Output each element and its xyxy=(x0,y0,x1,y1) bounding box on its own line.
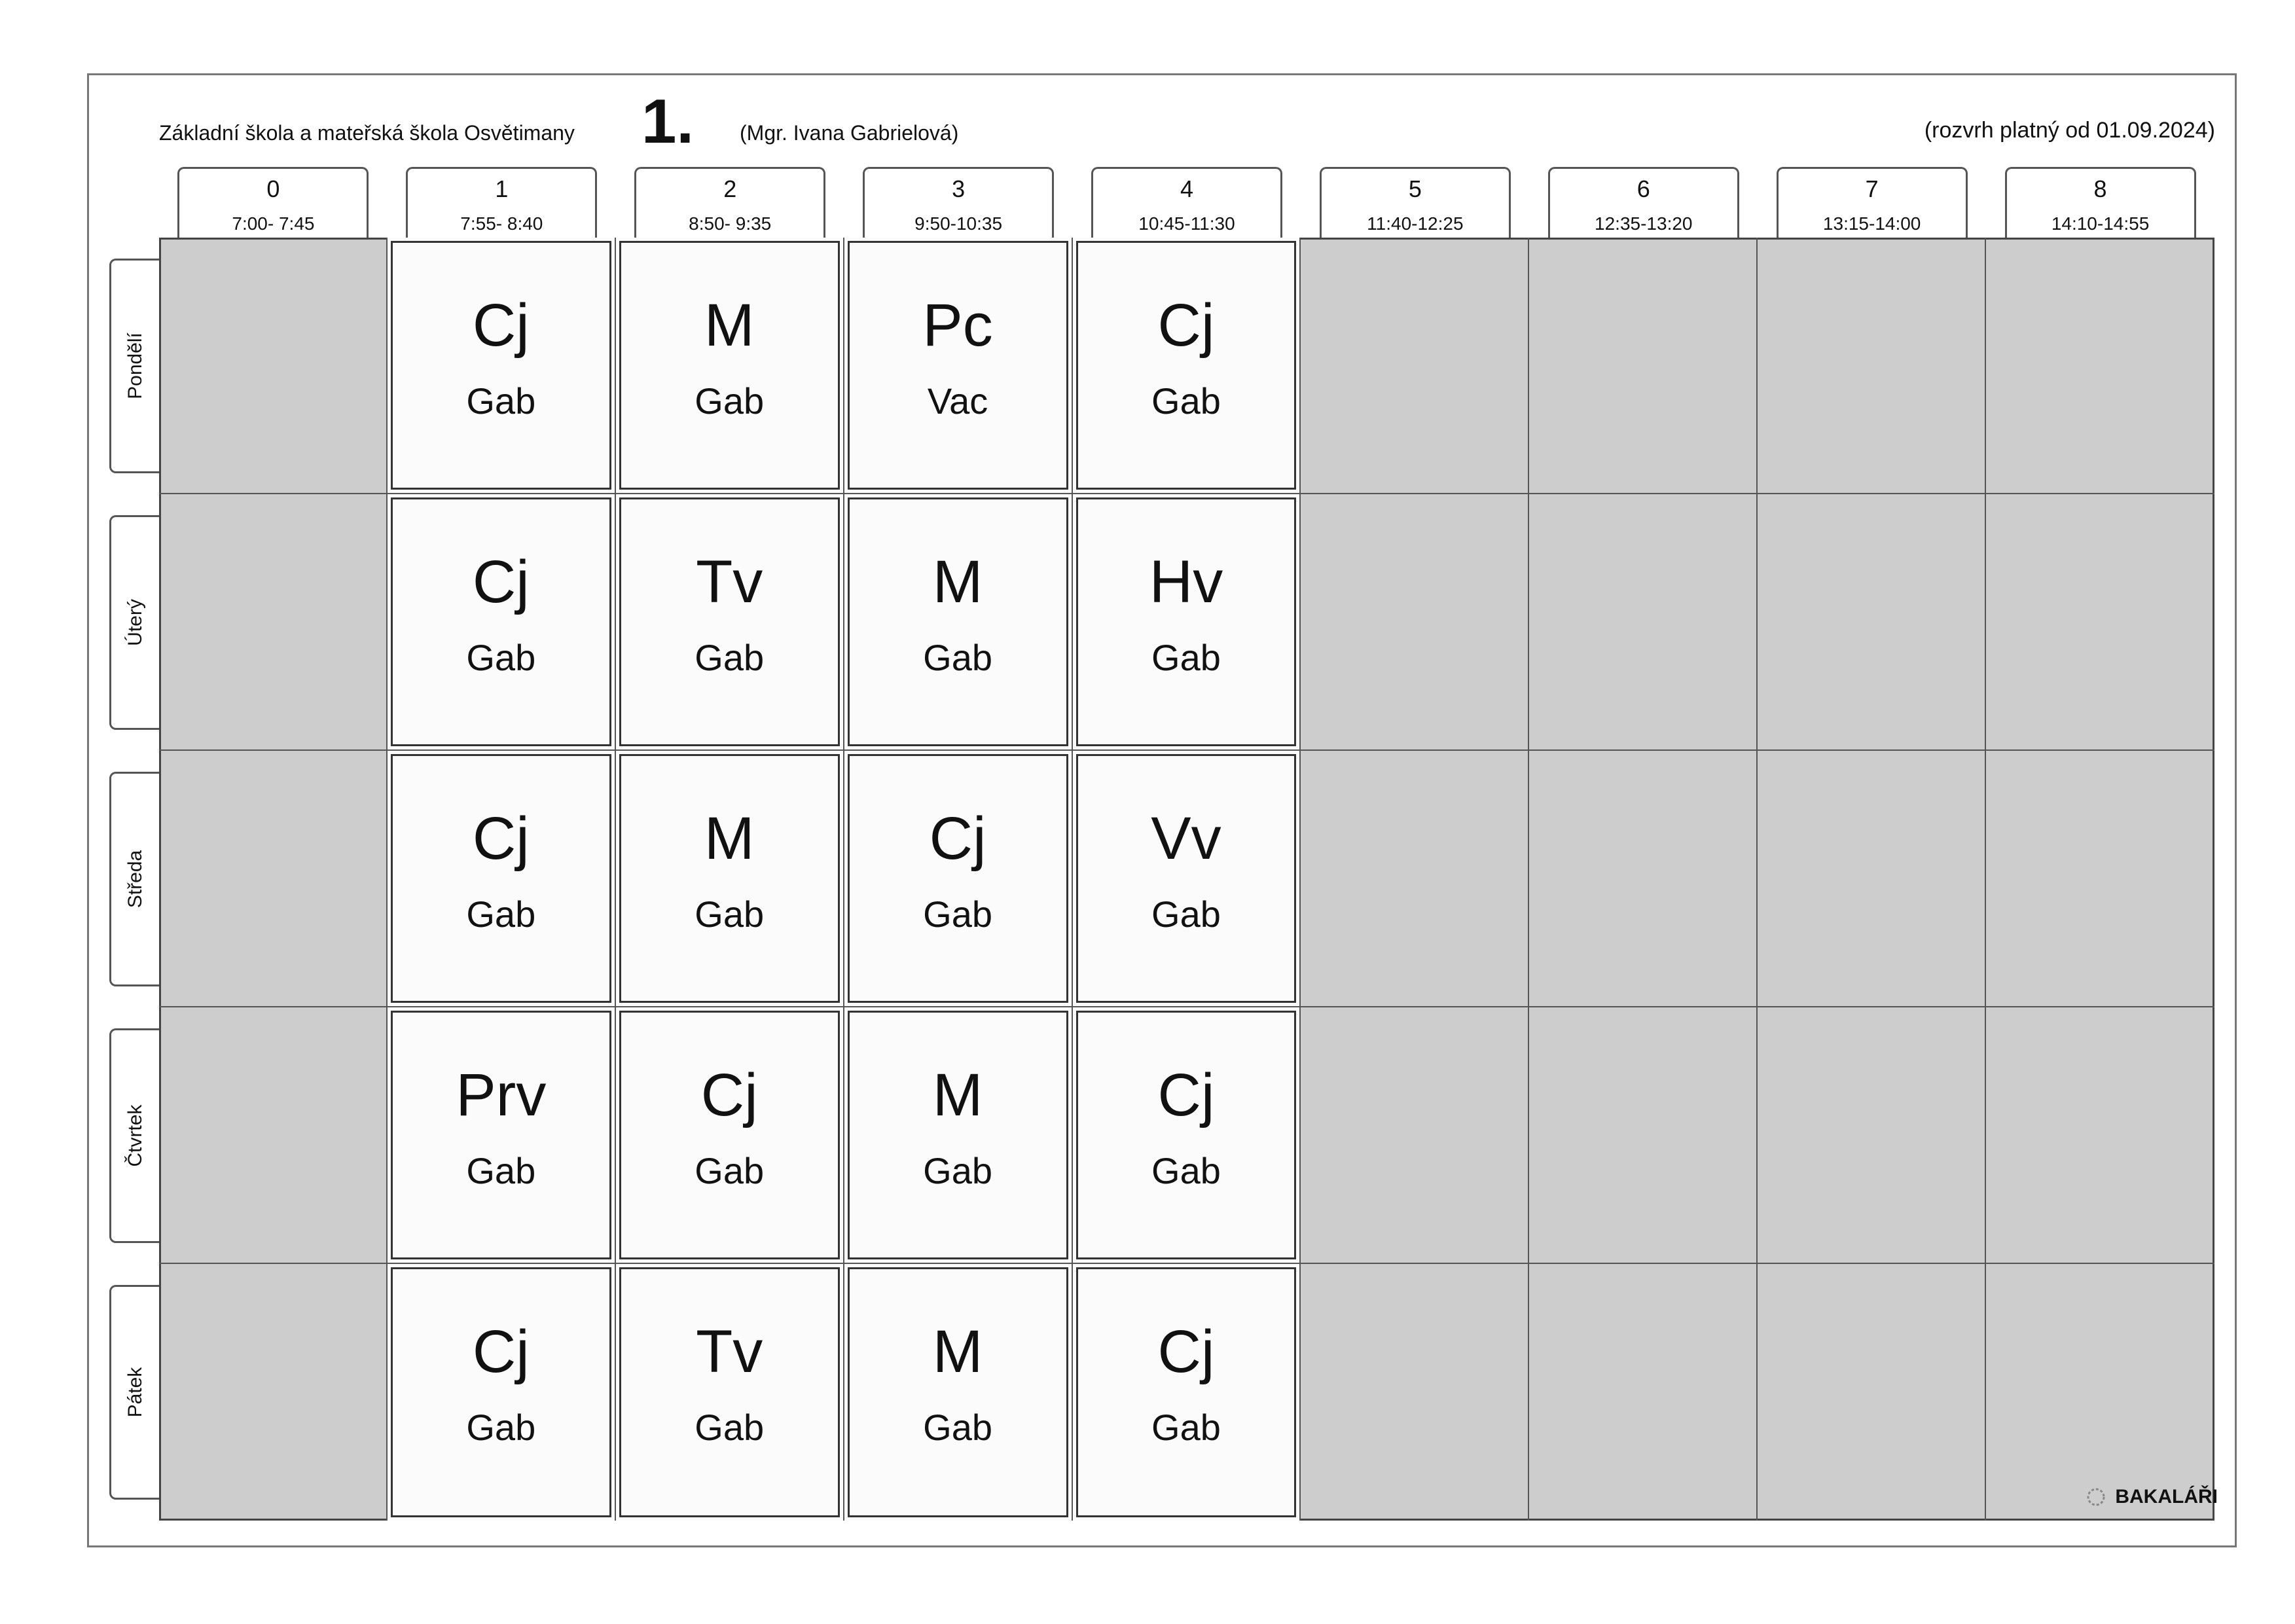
period-time: 12:35-13:20 xyxy=(1595,213,1693,234)
lesson-teacher: Gab xyxy=(695,380,765,422)
period-time: 11:40-12:25 xyxy=(1367,213,1464,234)
lesson-cell xyxy=(616,751,844,1007)
empty-cell xyxy=(1758,1007,1986,1264)
period-tab xyxy=(1548,167,1739,238)
day-tab xyxy=(109,772,159,986)
empty-cell xyxy=(1529,751,1758,1007)
period-number: 6 xyxy=(1636,175,1650,202)
period-time: 7:00- 7:45 xyxy=(232,213,315,234)
empty-cell xyxy=(159,751,388,1007)
brand-name: BAKALÁŘI xyxy=(2115,1486,2218,1507)
period-tab xyxy=(406,167,597,238)
period-time: 10:45-11:30 xyxy=(1138,213,1235,234)
period-time: 7:55- 8:40 xyxy=(460,213,543,234)
empty-cell xyxy=(1986,1264,2214,1521)
lesson-cell xyxy=(1073,238,1301,494)
lesson-subject: Cj xyxy=(1157,1318,1215,1385)
empty-cell xyxy=(159,494,388,751)
period-number: 7 xyxy=(1865,175,1879,202)
period-time: 9:50-10:35 xyxy=(914,213,1003,234)
lesson-subject: Pc xyxy=(922,292,993,359)
lesson-subject: Vv xyxy=(1151,805,1221,872)
lesson-teacher: Gab xyxy=(695,893,765,935)
empty-cell xyxy=(1758,1264,1986,1521)
lesson-subject: M xyxy=(932,1318,983,1385)
lesson-subject: Prv xyxy=(456,1062,547,1128)
lesson-teacher: Vac xyxy=(927,380,988,422)
period-tab xyxy=(1320,167,1511,238)
lesson-cell xyxy=(388,1007,616,1264)
empty-cell xyxy=(1529,238,1758,494)
class-teacher: (Mgr. Ivana Gabrielová) xyxy=(740,121,959,145)
lesson-teacher: Gab xyxy=(1151,637,1221,678)
lesson-subject: Hv xyxy=(1149,549,1223,615)
lesson-teacher: Gab xyxy=(923,893,993,935)
lesson-cell xyxy=(1073,751,1301,1007)
lesson-subject: Cj xyxy=(700,1062,758,1128)
empty-cell xyxy=(1986,238,2214,494)
day-name: Pondělí xyxy=(124,333,146,399)
period-number: 1 xyxy=(495,175,509,202)
empty-cell xyxy=(1301,494,1529,751)
lesson-cell xyxy=(844,494,1073,751)
brand-logo xyxy=(2084,1485,2218,1509)
empty-cell xyxy=(1301,238,1529,494)
lesson-subject: Tv xyxy=(696,549,763,615)
empty-cell xyxy=(1301,751,1529,1007)
lesson-teacher: Gab xyxy=(1151,1407,1221,1448)
day-tab xyxy=(109,1028,159,1243)
lesson-cell xyxy=(844,751,1073,1007)
period-time: 8:50- 9:35 xyxy=(689,213,772,234)
lesson-cell xyxy=(388,494,616,751)
lesson-subject: Cj xyxy=(1157,1062,1215,1128)
lesson-teacher: Gab xyxy=(695,1150,765,1191)
day-tab xyxy=(109,259,159,473)
empty-cell xyxy=(1529,494,1758,751)
day-name: Úterý xyxy=(124,599,146,646)
lesson-teacher: Gab xyxy=(923,1407,993,1448)
lesson-subject: Cj xyxy=(929,805,986,872)
lesson-teacher: Gab xyxy=(1151,893,1221,935)
day-name: Středa xyxy=(124,850,146,909)
lesson-subject: M xyxy=(704,805,755,872)
empty-cell xyxy=(1986,751,2214,1007)
class-name: 1. xyxy=(642,86,695,156)
lesson-subject: M xyxy=(704,292,755,359)
empty-cell xyxy=(159,1007,388,1264)
lesson-cell xyxy=(1073,494,1301,751)
lesson-subject: Cj xyxy=(472,805,530,872)
period-tab xyxy=(1777,167,1968,238)
empty-cell xyxy=(1529,1007,1758,1264)
day-tab xyxy=(109,1285,159,1500)
period-time: 14:10-14:55 xyxy=(2051,213,2150,234)
lesson-cell xyxy=(616,1007,844,1264)
empty-cell xyxy=(1758,494,1986,751)
lesson-cell xyxy=(616,1264,844,1521)
empty-cell xyxy=(1986,494,2214,751)
lesson-cell xyxy=(616,238,844,494)
empty-cell xyxy=(159,1264,388,1521)
bakalari-logo-icon xyxy=(2084,1485,2108,1509)
lesson-cell xyxy=(844,238,1073,494)
lesson-subject: Cj xyxy=(472,549,530,615)
empty-cell xyxy=(1758,238,1986,494)
lesson-teacher: Gab xyxy=(466,380,536,422)
period-number: 5 xyxy=(1408,175,1422,202)
empty-cell xyxy=(1301,1007,1529,1264)
day-tab xyxy=(109,515,159,730)
empty-cell xyxy=(1301,1264,1529,1521)
day-name: Čtvrtek xyxy=(124,1104,146,1167)
period-number: 0 xyxy=(266,175,280,202)
lesson-subject: Cj xyxy=(1157,292,1215,359)
lesson-subject: Cj xyxy=(472,292,530,359)
lesson-teacher: Gab xyxy=(466,1150,536,1191)
lesson-teacher: Gab xyxy=(466,1407,536,1448)
period-tab xyxy=(863,167,1054,238)
empty-cell xyxy=(159,238,388,494)
lesson-subject: M xyxy=(932,1062,983,1128)
period-time: 13:15-14:00 xyxy=(1822,213,1921,234)
period-number: 2 xyxy=(723,175,737,202)
empty-cell xyxy=(1529,1264,1758,1521)
lesson-subject: Tv xyxy=(696,1318,763,1385)
lesson-teacher: Gab xyxy=(695,637,765,678)
lesson-cell xyxy=(844,1264,1073,1521)
day-name: Pátek xyxy=(124,1367,146,1418)
valid-from: (rozvrh platný od 01.09.2024) xyxy=(1924,118,2215,143)
lesson-teacher: Gab xyxy=(695,1407,765,1448)
period-tab xyxy=(634,167,825,238)
lesson-cell xyxy=(1073,1264,1301,1521)
lesson-subject: M xyxy=(932,549,983,615)
lesson-teacher: Gab xyxy=(1151,380,1221,422)
lesson-teacher: Gab xyxy=(466,637,536,678)
school-name: Základní škola a mateřská škola Osvětimany xyxy=(159,121,575,145)
lesson-teacher: Gab xyxy=(923,637,993,678)
lesson-teacher: Gab xyxy=(1151,1150,1221,1191)
period-number: 8 xyxy=(2093,175,2107,202)
lesson-cell xyxy=(616,494,844,751)
empty-cell xyxy=(1986,1007,2214,1264)
lesson-cell xyxy=(1073,1007,1301,1264)
period-tab xyxy=(177,167,369,238)
lesson-cell xyxy=(388,1264,616,1521)
timetable-grid xyxy=(159,238,2214,1521)
lesson-teacher: Gab xyxy=(923,1150,993,1191)
empty-cell xyxy=(1758,751,1986,1007)
period-tab xyxy=(1091,167,1282,238)
lesson-cell xyxy=(388,238,616,494)
lesson-teacher: Gab xyxy=(466,893,536,935)
lesson-subject: Cj xyxy=(472,1318,530,1385)
period-tab xyxy=(2005,167,2196,238)
lesson-cell xyxy=(844,1007,1073,1264)
period-number: 4 xyxy=(1180,175,1194,202)
lesson-cell xyxy=(388,751,616,1007)
period-number: 3 xyxy=(952,175,966,202)
